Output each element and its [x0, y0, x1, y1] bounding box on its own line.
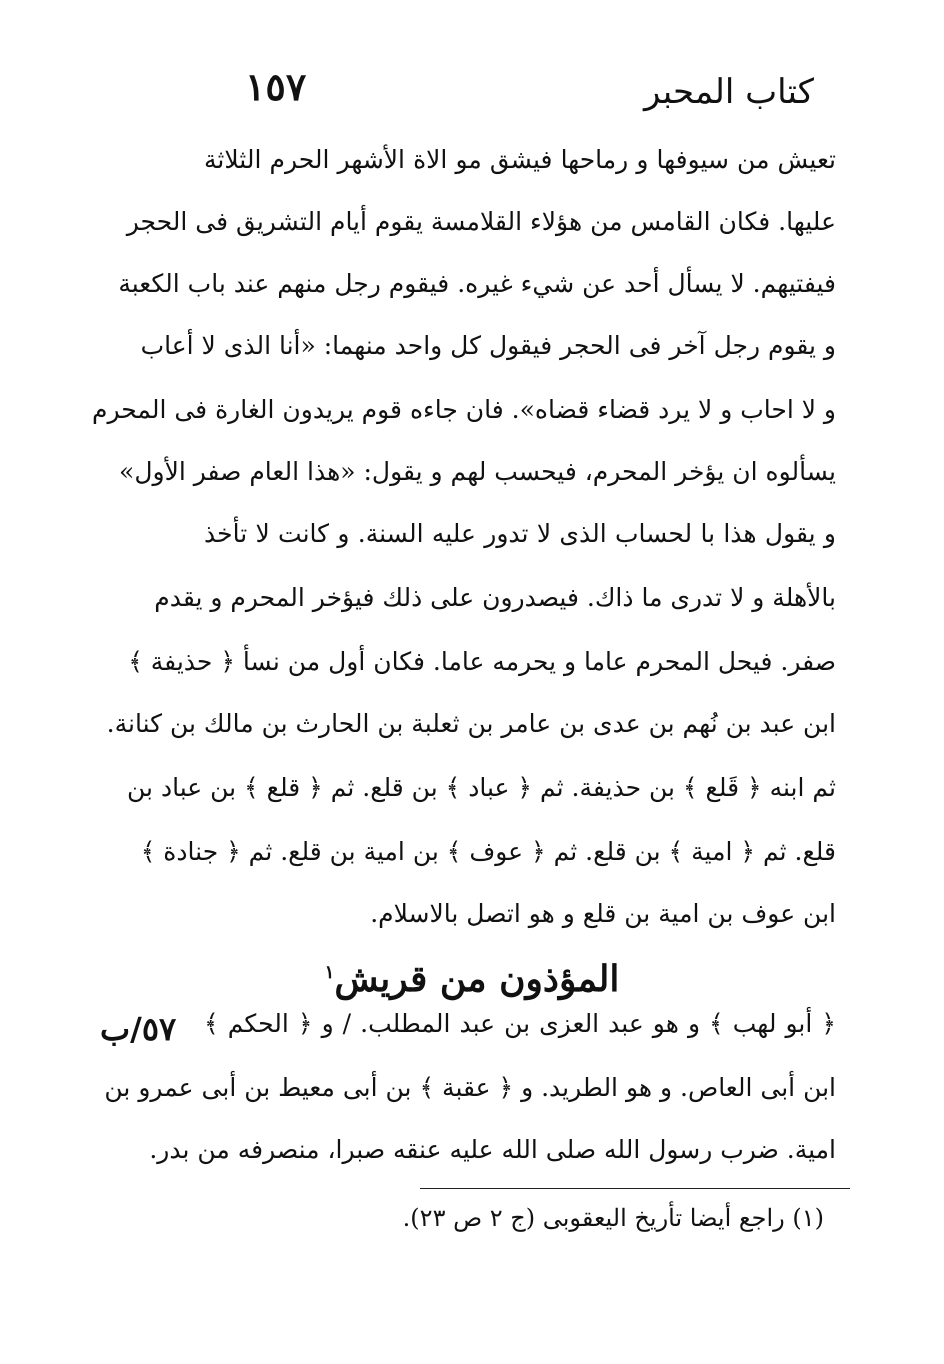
text-line: فيفتيهم. لا يسأل أحد عن شيء غيره. فيقوم رجل منهم عند باب الكعبة [118, 269, 836, 298]
text-line: ابن أبى العاص. و هو الطريد. و ﴿ عقبة ﴾ بن أبى معيط بن أبى عمرو بن [104, 1073, 836, 1102]
running-title: كتاب المحبر [643, 72, 814, 112]
footnote: (١) راجع أيضا تأريخ اليعقوبى (ج ٢ ص ٢٣). [402, 1204, 824, 1232]
text-line: يسألوه ان يؤخر المحرم، فيحسب لهم و يقول: «هذا العام صفر الأول» [119, 457, 836, 486]
section-heading-text: المؤذون من قريش [334, 958, 620, 1000]
text-line: ابن عبد بن نُهم بن عدى بن عامر بن ثعلبة بن الحارث بن مالك بن كنانة. [106, 709, 836, 738]
footnote-rule [420, 1188, 850, 1189]
text-line: بالأهلة و لا تدرى ما ذاك. فيصدرون على ذلك فيؤخر المحرم و يقدم [154, 583, 836, 612]
text-line: امية. ضرب رسول الله صلى الله عليه عنقه صبرا، منصرفه من بدر. [149, 1135, 836, 1164]
text-line: عليها. فكان القامس من هؤلاء القلامسة يقوم أيام التشريق فى الحجر [126, 207, 836, 236]
text-line: ثم ابنه ﴿ قَلع ﴾ بن حذيفة. ثم ﴿ عباد ﴾ بن قلع. ثم ﴿ قلع ﴾ بن عباد بن [127, 773, 836, 802]
text-line: قلع. ثم ﴿ امية ﴾ بن قلع. ثم ﴿ عوف ﴾ بن امية بن قلع. ثم ﴿ جنادة ﴾ [140, 837, 836, 866]
footnote-mark: ١ [324, 962, 335, 983]
text-line: تعيش من سيوفها و رماحها فيشق مو الاة الأشهر الحرم الثلاثة [204, 145, 836, 174]
text-line: ﴿ أبو لهب ﴾ و هو عبد العزى بن عبد المطلب. / و ﴿ الحكم ﴾ [204, 1009, 836, 1038]
text-line: صفر. فيحل المحرم عاما و يحرمه عاما. فكان أول من نسأ ﴿ حذيفة ﴾ [128, 647, 836, 676]
text-line: و يقول هذا با لحساب الذى لا تدور عليه السنة. و كانت لا تأخذ [204, 519, 836, 548]
text-line: ابن عوف بن امية بن قلع و هو اتصل بالاسلام. [370, 899, 836, 928]
page-number: ١٥٧ [245, 64, 307, 109]
text-line: و يقوم رجل آخر فى الحجر فيقول كل واحد منهما: «أنا الذى لا أعاب [140, 331, 836, 360]
section-heading [0, 958, 944, 1000]
text-line: و لا احاب و لا يرد قضاء قضاه». فان جاءه قوم يريدون الغارة فى المحرم [91, 395, 836, 424]
margin-folio-note: ٥٧/ب [100, 1010, 177, 1048]
